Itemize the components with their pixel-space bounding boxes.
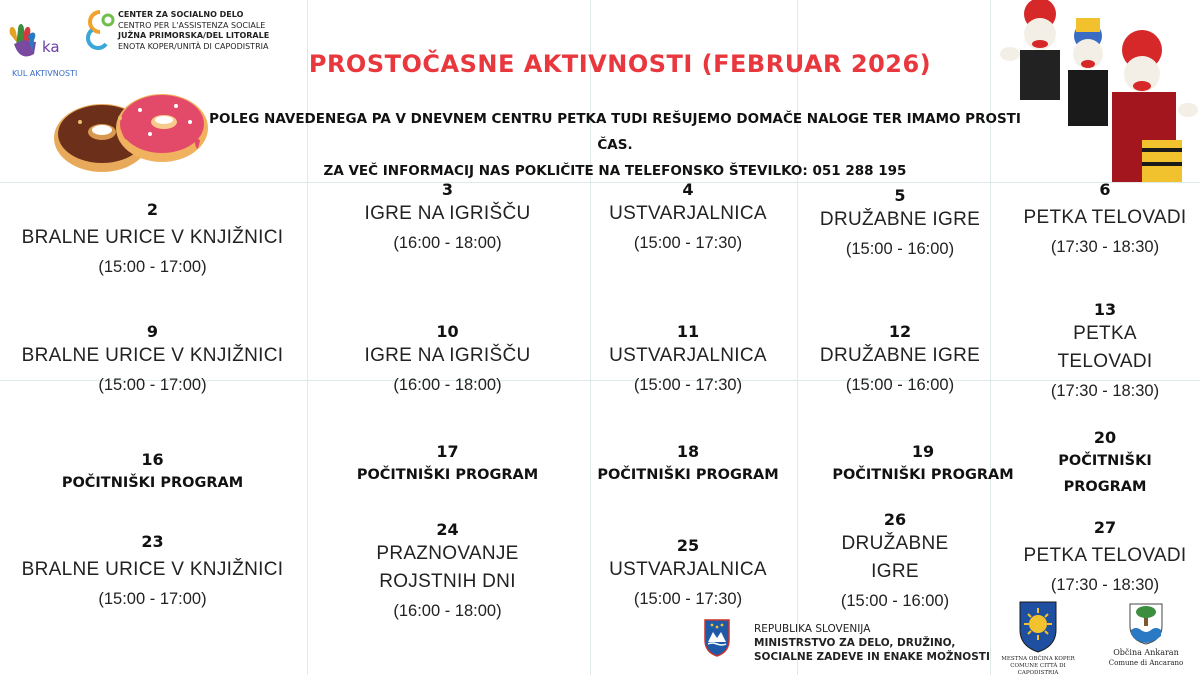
day-number: 26 bbox=[883, 510, 907, 529]
svg-text:KUL AKTIVNOSTI: KUL AKTIVNOSTI bbox=[12, 69, 78, 78]
slovenia-crest-icon bbox=[702, 618, 732, 658]
holiday-label: POČITNIŠKI PROGRAM bbox=[832, 467, 1014, 483]
activity-time: (15:00 - 17:30) bbox=[633, 376, 743, 394]
subtitle-line2: ZA VEČ INFORMACIJ NAS POKLIČITE NA TELEFONSKO ŠTEVILKO: 051 288 195 bbox=[323, 163, 907, 179]
ministry-logo bbox=[702, 618, 992, 674]
activity-label: BRALNE URICE V KNJIŽNICI bbox=[21, 559, 284, 580]
activity-time: (15:00 - 17:00) bbox=[98, 590, 207, 608]
activity-time: (16:00 - 18:00) bbox=[393, 602, 502, 620]
holiday-label: POČITNIŠKI PROGRAM bbox=[61, 475, 244, 491]
activity-label: IGRE NA IGRIŠČU bbox=[364, 203, 531, 224]
activity-label: ROJSTNIH DNI bbox=[379, 571, 516, 592]
activity-time: (15:00 - 16:00) bbox=[845, 376, 955, 394]
day-number: 10 bbox=[436, 322, 459, 341]
activity-time: (17:30 - 18:30) bbox=[1050, 576, 1160, 594]
calendar-cell bbox=[1005, 518, 1200, 600]
day-number: 19 bbox=[911, 442, 935, 461]
day-number: 11 bbox=[676, 322, 700, 341]
calendar-cell bbox=[1005, 300, 1200, 406]
csd-line1: CENTER ZA SOCIALNO DELO bbox=[118, 10, 244, 19]
activity-label: USTVARJALNICA bbox=[609, 203, 767, 224]
day-number: 17 bbox=[436, 442, 459, 461]
activity-label: BRALNE URICE V KNJIŽNICI bbox=[21, 227, 284, 248]
calendar-cell bbox=[588, 442, 788, 488]
ankaran-line2: Comune di Ancarano bbox=[1108, 659, 1184, 667]
day-number: 4 bbox=[682, 180, 694, 199]
activity-label: PETKA TELOVADI bbox=[1023, 545, 1187, 566]
koper-line2: COMUNE CITTÀ DI CAPODISTRIA bbox=[1010, 663, 1066, 675]
calendar-cell bbox=[800, 322, 1000, 400]
activity-time: (15:00 - 16:00) bbox=[840, 592, 950, 610]
activity-time: (15:00 - 17:00) bbox=[98, 258, 207, 276]
koper-logo bbox=[990, 600, 1086, 675]
activity-label: USTVARJALNICA bbox=[609, 559, 767, 580]
activity-time: (15:00 - 17:30) bbox=[633, 234, 743, 252]
activity-time: (17:30 - 18:30) bbox=[1050, 382, 1160, 400]
activity-label: BRALNE URICE V KNJIŽNICI bbox=[21, 345, 284, 366]
calendar-cell bbox=[795, 510, 995, 616]
calendar-cell bbox=[1005, 180, 1200, 262]
donuts-illustration bbox=[50, 82, 210, 182]
activity-time: (16:00 - 18:00) bbox=[393, 376, 502, 394]
ankaran-line1: Občina Ankaran bbox=[1113, 648, 1179, 657]
day-number: 23 bbox=[141, 532, 164, 551]
csd-logo bbox=[84, 8, 270, 56]
day-number: 5 bbox=[894, 186, 906, 205]
calendar-cell bbox=[588, 322, 788, 400]
activity-label: IGRE bbox=[871, 561, 919, 582]
ministry-line3: SOCIALNE ZADEVE IN ENAKE MOŽNOSTI bbox=[754, 651, 990, 663]
holiday-label: PROGRAM bbox=[1063, 479, 1147, 495]
calendar-cell bbox=[812, 442, 1034, 488]
koper-line1: MESTNA OBČINA KOPER bbox=[1001, 656, 1075, 662]
calendar-cell bbox=[305, 322, 590, 400]
day-number: 27 bbox=[1093, 518, 1117, 537]
activity-label: USTVARJALNICA bbox=[609, 345, 767, 366]
day-number: 24 bbox=[436, 520, 459, 539]
activity-time: (15:00 - 16:00) bbox=[845, 240, 955, 258]
day-number: 20 bbox=[1093, 428, 1117, 447]
activity-label: DRUŽABNE bbox=[841, 533, 949, 554]
calendar-cell bbox=[0, 200, 305, 282]
activity-time: (15:00 - 17:00) bbox=[98, 376, 207, 394]
activity-time: (16:00 - 18:00) bbox=[393, 234, 502, 252]
clowns-illustration bbox=[992, 0, 1200, 182]
calendar-cell bbox=[305, 180, 590, 258]
activity-label: DRUŽABNE IGRE bbox=[819, 209, 981, 230]
calendar-cell bbox=[800, 186, 1000, 264]
kul-hands-logo bbox=[4, 4, 80, 84]
activity-time: (15:00 - 17:30) bbox=[633, 590, 743, 608]
koper-crest-icon bbox=[1016, 600, 1060, 658]
calendar-cell bbox=[0, 322, 305, 400]
activity-label: PETKA TELOVADI bbox=[1023, 207, 1187, 228]
activity-time: (17:30 - 18:30) bbox=[1050, 238, 1160, 256]
activity-label: DRUŽABNE IGRE bbox=[819, 345, 981, 366]
day-number: 2 bbox=[146, 200, 159, 219]
holiday-label: POČITNIŠKI PROGRAM bbox=[597, 467, 779, 483]
day-number: 13 bbox=[1093, 300, 1117, 319]
calendar-cell bbox=[588, 180, 788, 258]
subtitle-line1: POLEG NAVEDENEGA PA V DNEVNEM CENTRU PETKA TUDI REŠUJEMO DOMAČE NALOGE TER IMAMO PROSTI ČAS. bbox=[209, 111, 1021, 153]
ministry-line2: MINISTRSTVO ZA DELO, DRUŽINO, bbox=[754, 637, 956, 649]
page-title: PROSTOČASNE AKTIVNOSTI (FEBRUAR 2026) bbox=[308, 50, 932, 78]
day-number: 6 bbox=[1099, 180, 1111, 199]
ministry-line1: REPUBLIKA SLOVENIJA bbox=[754, 623, 871, 635]
holiday-label: POČITNIŠKI bbox=[1058, 453, 1152, 469]
csd-line3: JUŽNA PRIMORSKA/DEL LITORALE bbox=[118, 31, 270, 40]
calendar-cell bbox=[588, 536, 788, 614]
calendar-cell bbox=[0, 450, 305, 496]
day-number: 25 bbox=[676, 536, 700, 555]
calendar-cell bbox=[1005, 428, 1200, 500]
calendar-cell bbox=[0, 532, 305, 614]
activity-label: TELOVADI bbox=[1057, 351, 1153, 372]
activity-label: PETKA bbox=[1073, 323, 1137, 344]
svg-text:ka: ka bbox=[42, 38, 60, 56]
day-number: 9 bbox=[146, 322, 159, 341]
calendar-cell bbox=[305, 442, 590, 488]
day-number: 18 bbox=[676, 442, 700, 461]
ankaran-logo bbox=[1098, 602, 1194, 674]
day-number: 12 bbox=[888, 322, 912, 341]
csd-line4: ENOTA KOPER/UNITÀ DI CAPODISTRIA bbox=[118, 41, 269, 51]
csd-line2: CENTRO PER L'ASSISTENZA SOCIALE bbox=[118, 20, 266, 30]
ankaran-crest-icon bbox=[1128, 602, 1164, 650]
activity-label: PRAZNOVANJE bbox=[376, 543, 519, 564]
activity-label: IGRE NA IGRIŠČU bbox=[364, 345, 531, 366]
calendar-cell bbox=[305, 520, 590, 626]
holiday-label: POČITNIŠKI PROGRAM bbox=[356, 467, 539, 483]
day-number: 16 bbox=[141, 450, 164, 469]
day-number: 3 bbox=[441, 180, 454, 199]
page-subtitle bbox=[200, 106, 1030, 184]
